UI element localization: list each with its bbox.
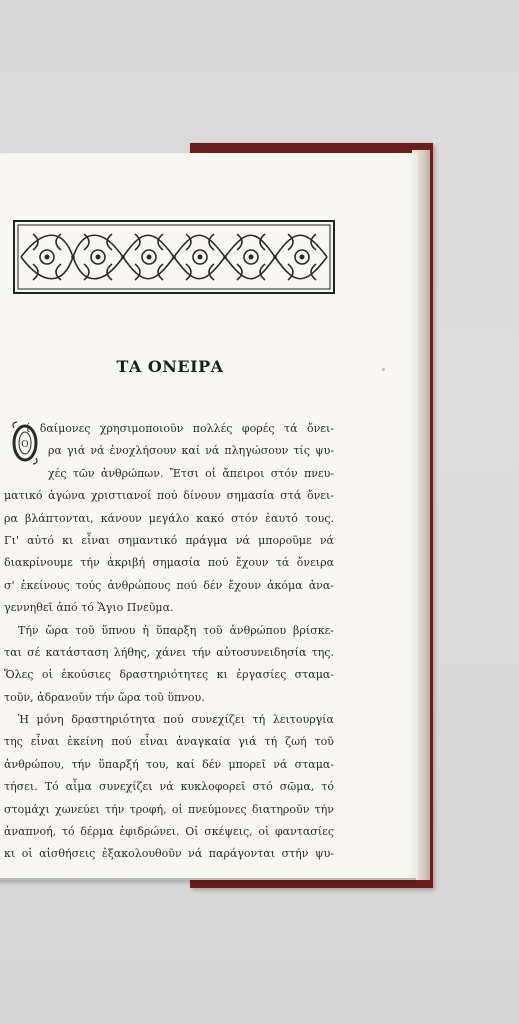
text-line: ρα βλάπτονται, κάνουν μεγάλο κακό στόν ἑαυτό τους. (4, 511, 334, 525)
page-shadow (0, 878, 416, 886)
text-line: χές τῶν ἀνθρώπων. Ἔτσι οἱ ἄπειροι στόν πνευ- (48, 466, 334, 480)
text-line: Γι' αὐτό κι εἶναι σημαντικό πράγμα νά μποροῦμε νά (4, 533, 334, 547)
chapter-title: ΤΑ ΟΝΕΙΡΑ (116, 357, 224, 376)
text-line: ρα γιά νά ἐνοχλήσουν καί νά πληγώσουν τίς ψυ- (48, 444, 334, 458)
text-line: σ' ἐκείνους τούς ἀνθρώπους πού δέν ἔχουν ἀκόμα ἀνα- (4, 578, 334, 592)
text-line: ται σέ κατάσταση λήθης, χάνει τήν αὐτοσυνειδησία της. (4, 645, 334, 659)
page-speck (382, 368, 385, 371)
text-line: ἀναπνοή, τό δέρμα ἐφιδρώνει. Οἱ σκέψεις, οἱ φαντασίες (4, 825, 334, 839)
text-line: τοῦν, ἀδρανοῦν τήν ὥρα τοῦ ὕπνου. (4, 690, 205, 704)
drop-cap-letter: Ο (21, 440, 29, 450)
text-line: στομάχι χωνεύει τήν τροφή, οἱ πνεύμονες διατηροῦν τήν (4, 802, 334, 816)
text-line: ἀνθρώπου, τήν ὕπαρξή του, καί δέν μπορεῖ νά σταμα- (4, 757, 334, 771)
text-line: διακρίνουμε τήν ἀκριβή σημασία πού ἔχουν τά ὄνειρα (4, 556, 334, 570)
text-line: Ἡ μόνη δραστηριότητα πού συνεχίζει τή λειτουργία (18, 713, 334, 727)
body-text (4, 418, 334, 866)
decorative-headpiece (13, 220, 335, 294)
text-line: Τήν ὥρα τοῦ ὕπνου ἡ ὕπαρξη τοῦ ἀνθρώπου βρίσκε- (18, 623, 334, 637)
text-line: της εἶναι ἐκείνη πού εἶναι ἀναγκαία γιά τή ζωή τοῦ (4, 735, 334, 749)
text-line: Ὅλες οἱ ἑκούσιες δραστηριότητες κι ἐργασίες σταμα- (4, 668, 334, 682)
text-line: τήσει. Τό αἷμα συνεχίζει νά κυκλοφορεῖ στό σῶμα, τό (4, 780, 334, 794)
text-line: ματικό ἀγώνα χριστιανοί πού δίνουν σημασία στά ὄνει- (4, 489, 334, 503)
text-line: ί δαίμονες χρησιμοποιοῦν πολλές φορές τά ὄνει- (26, 422, 334, 435)
text-line: κι οἱ αἰσθήσεις ἐξακολουθοῦν νά παράγονται στήν ψυ- (4, 847, 334, 861)
text-line: γεννηθεῖ ἀπό τό Ἅγιο Πνεῦμα. (4, 601, 174, 615)
